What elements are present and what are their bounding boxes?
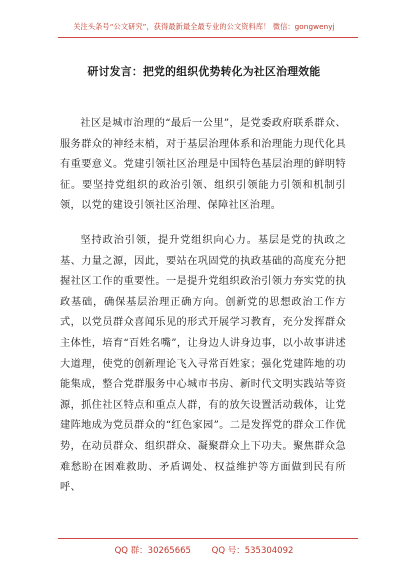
footer-qq-group: QQ 群：30265665: [114, 546, 191, 556]
body-paragraph-1: 社区是城市治理的“最后一公里”，是党委政府联系群众、服务群众的神经末梢，对于基层治理体系和治理能力现代化具有重要意义。党建引领社区治理是中国特色基层治理的鲜明特征。要坚持党组织的政治引领、组织引领能力引领和机制引领，以党的建设引领社区治理、保障社区治理。: [60, 118, 346, 212]
footer-qq-number: QQ 号：535304092: [211, 546, 294, 556]
footer-contact: [0, 544, 408, 556]
document-body: [60, 114, 346, 499]
footer-divider: [58, 538, 358, 539]
header-divider: [58, 37, 358, 38]
header-banner: 关注头条号“公文研究”，获得最新最全最专业的公文资料库！ 微信：gongwenyj: [73, 22, 335, 31]
body-paragraph-2: 坚持政治引领，提升党组织向心力。基层是党的执政之基、力量之源，因此，要站在巩固党的执政基础的高度充分把握社区工作的重要性。一是提升党组织政治引领力夯实党的执政基础，确保基层治理正确方向。创新党的思想政治工作方式，以党员群众喜闻乐见的形式开展学习教育，充分发挥群众主体性，培育“百姓名嘴”，让身边人讲身边事，以小故事讲述大道理，使党的创新理论飞入寻常百姓家；强化党建阵地的功能集成，整合党群服务中心城市书房、新时代文明实践站等资源，抓住社区特点和重点人群，有的放矢设置活动载体，让党建阵地成为党员群众的“红色家园”。二是发挥党的群众工作优势，在动员群众、组织群众、凝聚群众上下功夫。聚焦群众急难愁盼在困难救助、矛盾调处、权益维护等方面做到民有所呼、: [60, 234, 346, 494]
document-title: 研讨发言：把党的组织优势转化为社区治理效能: [87, 65, 321, 78]
